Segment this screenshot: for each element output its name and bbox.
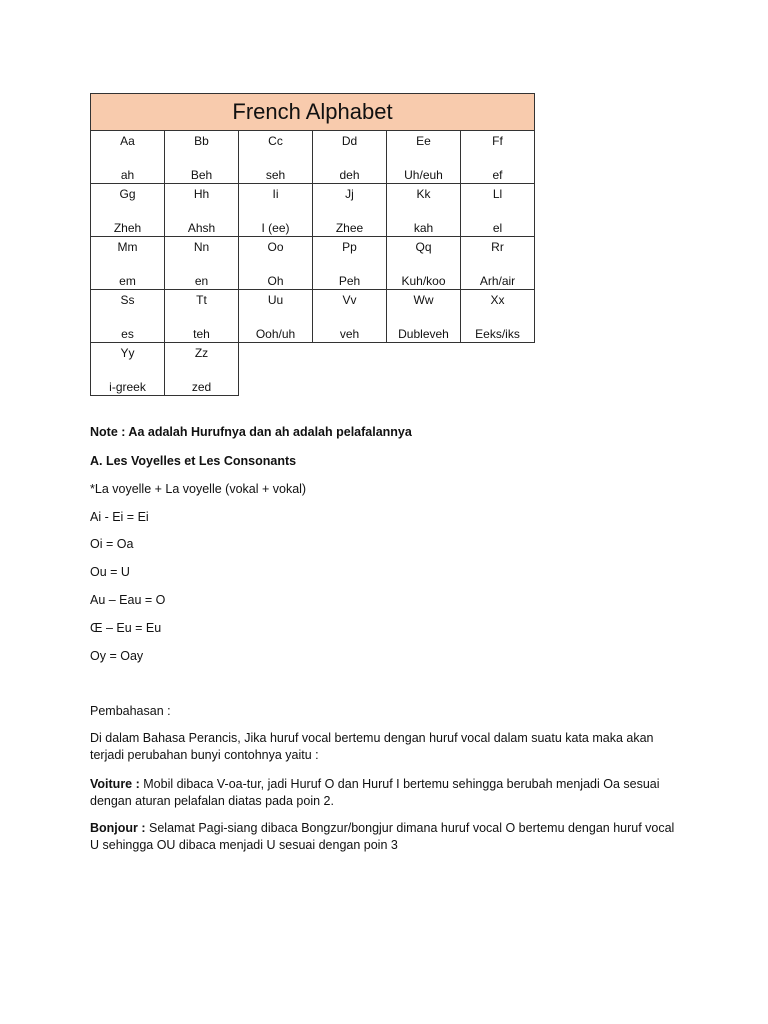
pronunciation: em bbox=[119, 274, 136, 288]
french-alphabet-table bbox=[90, 93, 535, 396]
empty-cell bbox=[461, 343, 535, 396]
pronunciation: Peh bbox=[338, 274, 361, 288]
letter: Mm bbox=[117, 240, 138, 254]
table-row bbox=[91, 131, 535, 184]
rule-item: Oy = Oay bbox=[90, 649, 144, 663]
letter: Oo bbox=[267, 240, 284, 254]
pronunciation: Ooh/uh bbox=[255, 327, 296, 341]
pronunciation: Zhee bbox=[335, 221, 364, 235]
pronunciation: Beh bbox=[190, 168, 213, 182]
voiture-label: Voiture : bbox=[90, 777, 140, 791]
rule-item: Ai - Ei = Ei bbox=[90, 510, 149, 524]
voiture-paragraph bbox=[90, 776, 690, 810]
letter: Ii bbox=[272, 187, 279, 201]
alphabet-cell bbox=[91, 343, 165, 396]
pronunciation: deh bbox=[339, 168, 360, 182]
alphabet-cell bbox=[91, 131, 165, 184]
alphabet-cell bbox=[239, 237, 313, 290]
bonjour-label: Bonjour : bbox=[90, 821, 146, 835]
letter: Gg bbox=[119, 187, 136, 201]
pronunciation: Dubleveh bbox=[398, 327, 449, 341]
pronunciation: kah bbox=[413, 221, 434, 235]
pronunciation: zed bbox=[191, 380, 212, 394]
pronunciation: Uh/euh bbox=[404, 168, 443, 182]
alphabet-cell bbox=[313, 131, 387, 184]
pronunciation: el bbox=[492, 221, 503, 235]
bonjour-paragraph bbox=[90, 820, 690, 854]
pembahasan-line: Di dalam Bahasa Perancis, Jika huruf vocal bertemu dengan huruf vocal dalam suatu kata maka akan bbox=[90, 731, 654, 745]
alphabet-cell bbox=[165, 343, 239, 396]
voiture-line: dengan aturan pelafalan diatas pada poin 2. bbox=[90, 794, 334, 808]
voiture-line bbox=[90, 776, 690, 793]
letter: Uu bbox=[267, 293, 284, 307]
alphabet-cell bbox=[461, 131, 535, 184]
pronunciation: ef bbox=[492, 168, 503, 182]
letter: Zz bbox=[194, 346, 209, 360]
alphabet-cell bbox=[239, 131, 313, 184]
letter: Ff bbox=[492, 134, 503, 148]
empty-cell bbox=[239, 343, 313, 396]
alphabet-cell bbox=[387, 237, 461, 290]
alphabet-cell bbox=[239, 184, 313, 237]
pronunciation: en bbox=[194, 274, 209, 288]
letter: Qq bbox=[415, 240, 432, 254]
alphabet-cell bbox=[313, 290, 387, 343]
letter: Ww bbox=[413, 293, 434, 307]
pronunciation: teh bbox=[193, 327, 210, 341]
letter: Dd bbox=[341, 134, 358, 148]
alphabet-cell bbox=[313, 184, 387, 237]
alphabet-cell bbox=[239, 290, 313, 343]
bonjour-line: U sehingga OU dibaca menjadi U sesuai dengan poin 3 bbox=[90, 838, 398, 852]
pronunciation: Arh/air bbox=[479, 274, 516, 288]
alphabet-cell bbox=[91, 237, 165, 290]
pronunciation: ah bbox=[120, 168, 135, 182]
alphabet-cell bbox=[313, 237, 387, 290]
alphabet-cell bbox=[387, 184, 461, 237]
pronunciation: Ahsh bbox=[187, 221, 216, 235]
pronunciation: Zheh bbox=[113, 221, 142, 235]
bonjour-line bbox=[90, 820, 690, 837]
table-title: French Alphabet bbox=[91, 94, 535, 131]
rule-item: Au – Eau = O bbox=[90, 593, 166, 607]
section-heading: A. Les Voyelles et Les Consonants bbox=[90, 454, 297, 468]
letter: Vv bbox=[342, 293, 357, 307]
letter: Jj bbox=[345, 187, 354, 201]
pronunciation: veh bbox=[339, 327, 360, 341]
table-row bbox=[91, 290, 535, 343]
pronunciation: I (ee) bbox=[261, 221, 290, 235]
alphabet-cell bbox=[165, 290, 239, 343]
pronunciation: Kuh/koo bbox=[401, 274, 446, 288]
alphabet-cell bbox=[387, 290, 461, 343]
alphabet-cell bbox=[461, 290, 535, 343]
alphabet-cell bbox=[91, 290, 165, 343]
alphabet-cell bbox=[91, 184, 165, 237]
letter: Ss bbox=[120, 293, 135, 307]
alphabet-cell bbox=[165, 131, 239, 184]
note-text: Note : Aa adalah Hurufnya dan ah adalah pelafalannya bbox=[90, 425, 412, 439]
table-row bbox=[91, 343, 535, 396]
letter: Rr bbox=[491, 240, 504, 254]
pronunciation: seh bbox=[265, 168, 286, 182]
pronunciation: es bbox=[121, 327, 134, 341]
rule-item: Oi = Oa bbox=[90, 537, 134, 551]
letter: Nn bbox=[193, 240, 210, 254]
alphabet-cell bbox=[165, 237, 239, 290]
table-row bbox=[91, 237, 535, 290]
letter: Aa bbox=[120, 134, 135, 148]
rule-item: Ou = U bbox=[90, 565, 130, 579]
pembahasan-paragraph bbox=[90, 730, 690, 764]
pembahasan-line: terjadi perubahan bunyi contohnya yaitu : bbox=[90, 748, 319, 762]
pronunciation: Eeks/iks bbox=[475, 327, 520, 341]
pronunciation: Oh bbox=[267, 274, 284, 288]
letter: Kk bbox=[416, 187, 431, 201]
bonjour-text: Selamat Pagi-siang dibaca Bongzur/bongjur dimana huruf vocal O bertemu dengan huruf vocal bbox=[145, 821, 675, 835]
letter: Pp bbox=[342, 240, 357, 254]
table-row bbox=[91, 184, 535, 237]
letter: Yy bbox=[120, 346, 135, 360]
voyelle-rule: *La voyelle + La voyelle (vokal + vokal) bbox=[90, 482, 307, 496]
voiture-text: Mobil dibaca V-oa-tur, jadi Huruf O dan Huruf I bertemu sehingga berubah menjadi Oa sesuai bbox=[139, 777, 660, 791]
empty-cell bbox=[313, 343, 387, 396]
empty-cell bbox=[387, 343, 461, 396]
letter: Tt bbox=[196, 293, 207, 307]
alphabet-cell bbox=[461, 184, 535, 237]
letter: Cc bbox=[268, 134, 283, 148]
pembahasan-heading: Pembahasan : bbox=[90, 704, 171, 718]
letter: Bb bbox=[194, 134, 209, 148]
alphabet-cell bbox=[461, 237, 535, 290]
alphabet-cell bbox=[387, 131, 461, 184]
letter: Ee bbox=[416, 134, 431, 148]
rule-item: Œ – Eu = Eu bbox=[90, 621, 162, 635]
letter: Xx bbox=[490, 293, 505, 307]
letter: Ll bbox=[492, 187, 503, 201]
alphabet-cell bbox=[165, 184, 239, 237]
letter: Hh bbox=[193, 187, 210, 201]
pronunciation: i-greek bbox=[109, 380, 146, 394]
